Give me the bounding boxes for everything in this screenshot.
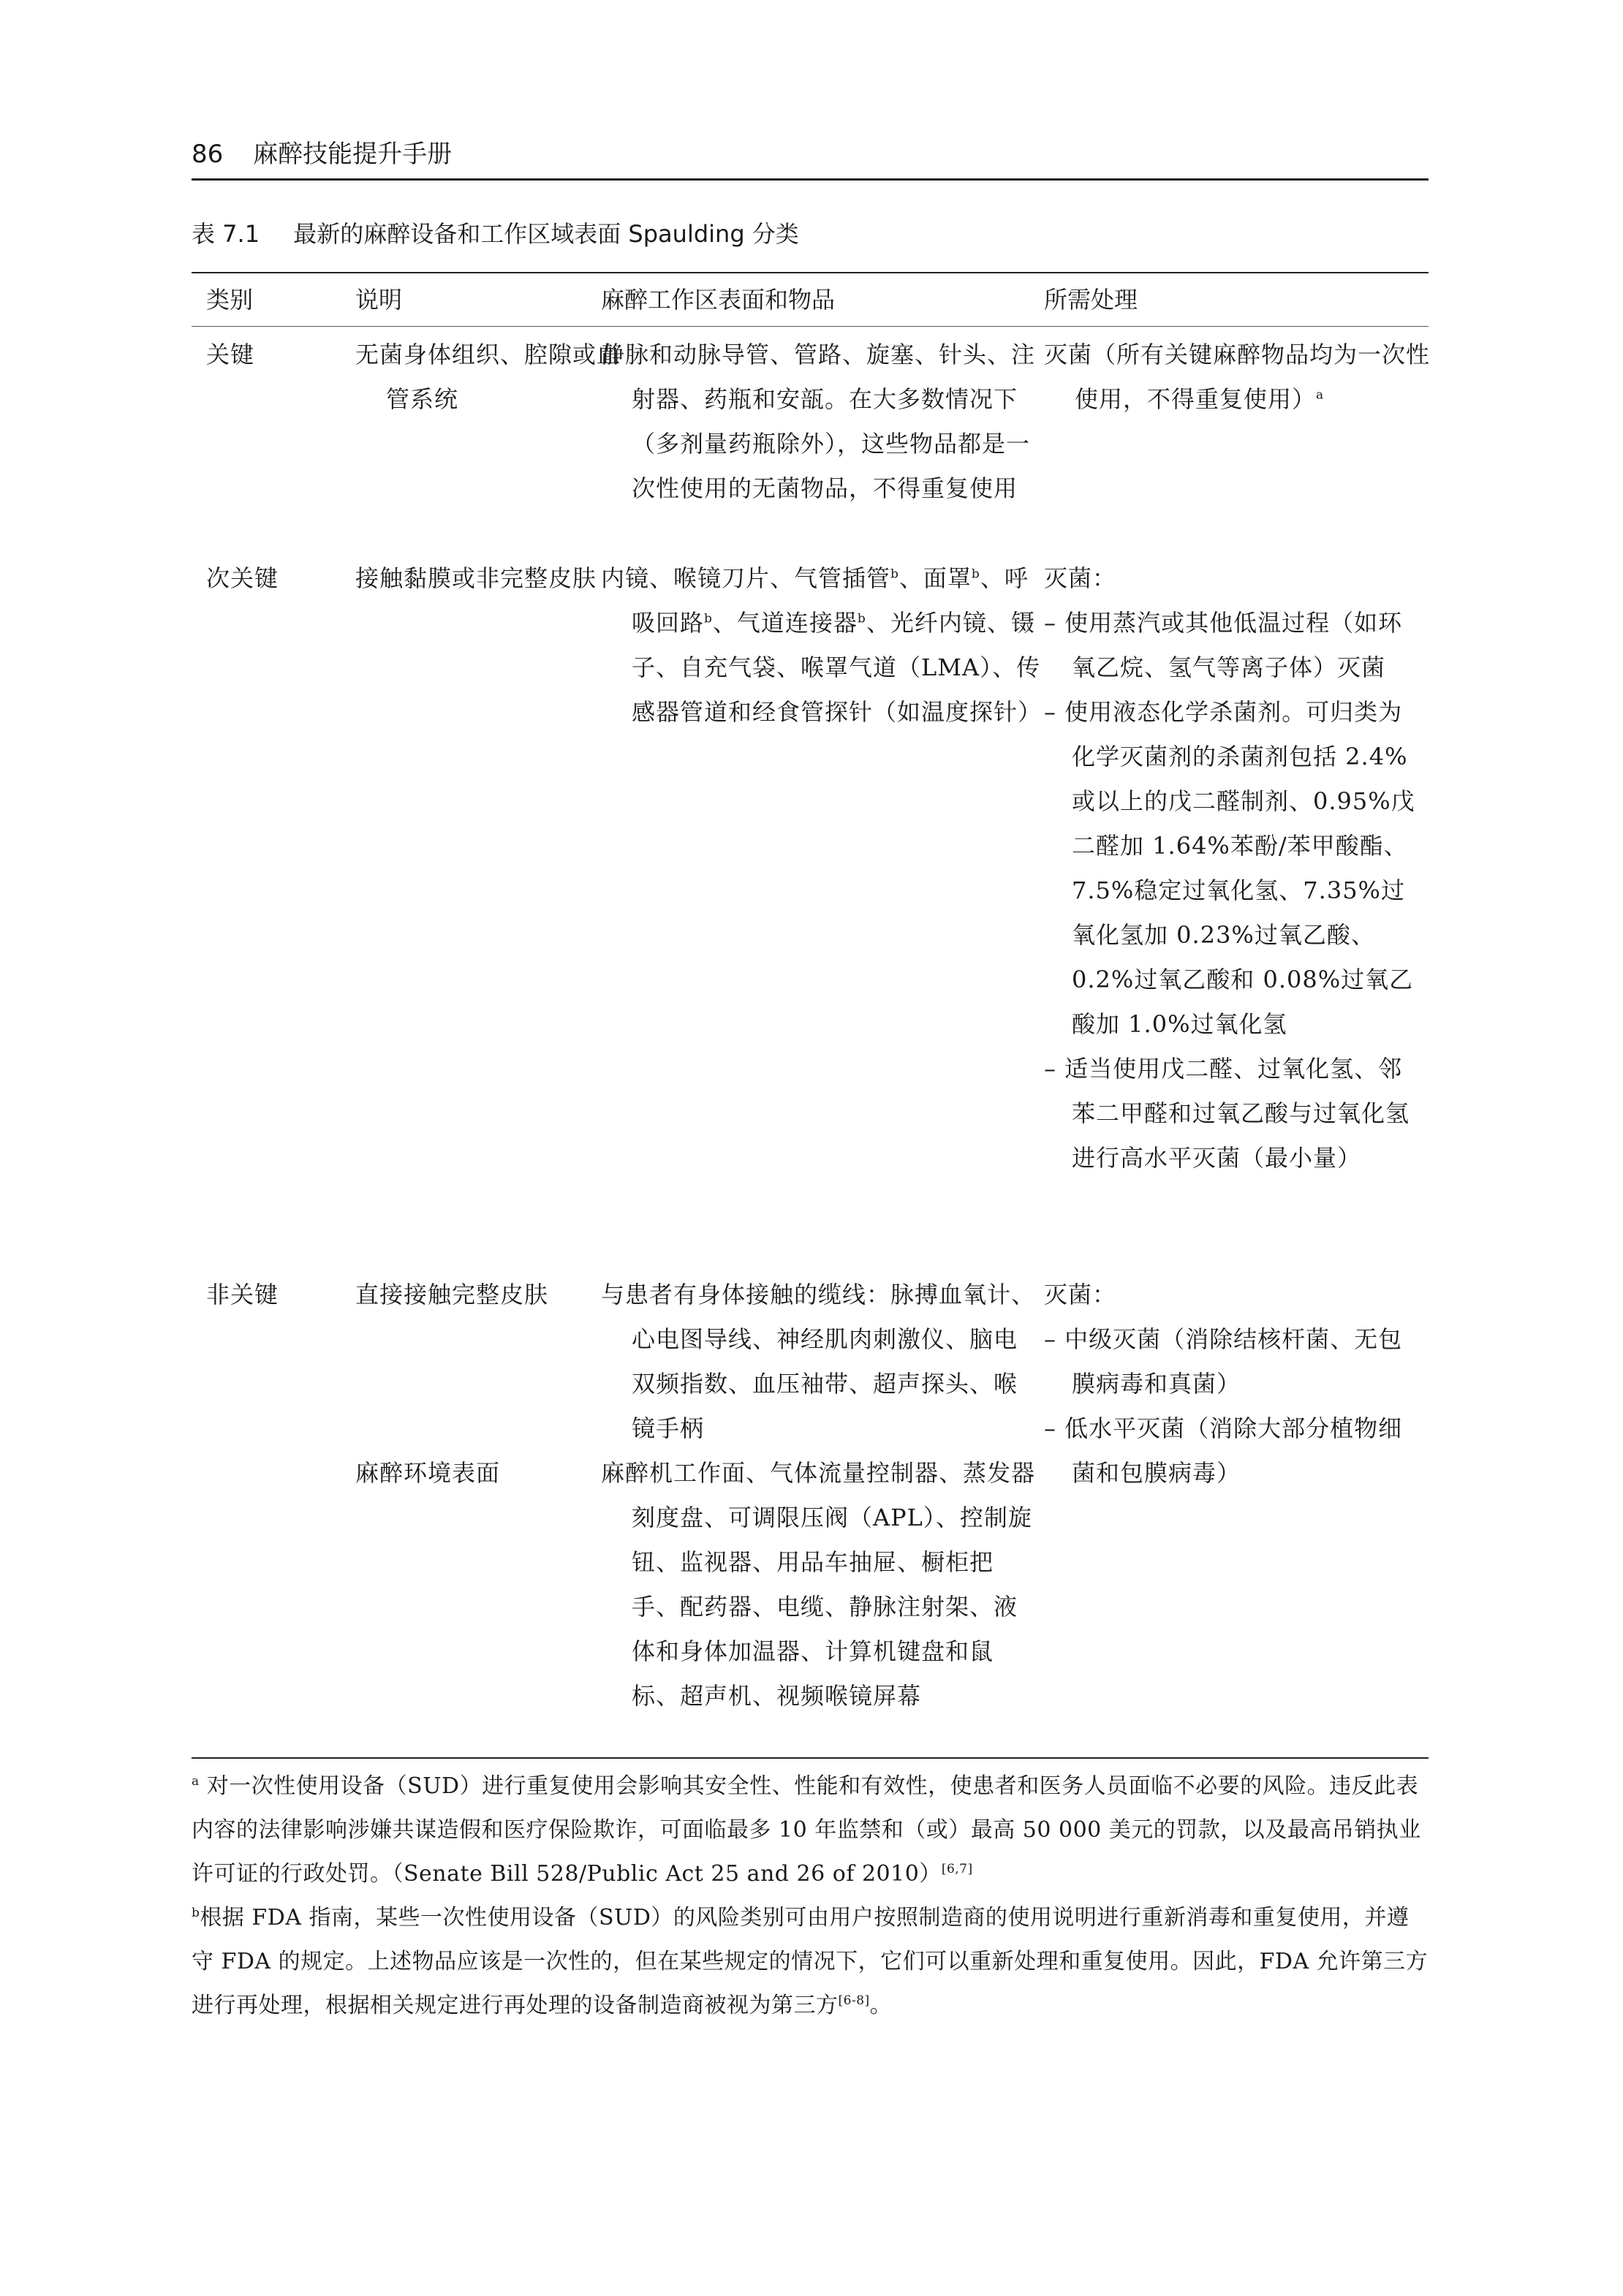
items-cell [601, 556, 1041, 735]
header-description: 说明 [355, 286, 403, 314]
description-cell: 直接接触完整皮肤 [355, 1281, 549, 1308]
processing-list-item: – 使用蒸汽或其他低温过程（如环氧乙烷、氢气等离子体）灭菌 [1044, 609, 1403, 681]
processing-heading: 灭菌： [1044, 564, 1117, 592]
category-cell: 非关键 [206, 1281, 279, 1308]
footnote-mark-a: a [1316, 387, 1325, 403]
processing-list-item: – 使用液态化学杀菌剂。可归类为化学灭菌剂的杀菌剂包括 2.4%或以上的戊二醛制剂、0.95%戊二醛加 1.64%苯酚/苯甲酸酯、7.5%稳定过氧化氢、7.35%过氧化氢加 0.23%过氧乙酸、0.2%过氧乙酸和 0.08%过氧乙酸加 1.0%过氧化氢 [1044, 698, 1415, 1038]
footnote-b-end: 。 [869, 1993, 893, 2018]
footnote-b-text: 根据 FDA 指南，某些一次性使用设备（SUD）的风险类别可由用户按照制造商的使用说明进行重新消毒和重复使用，并遵守 FDA 的规定。上述物品应该是一次性的，但在某些规定的情况下，它们可以重新处理和重复使用。因此，FDA 允许第三方进行再处理，根据相关规定进行再处理的设备制造商被视为第三方 [192, 1905, 1429, 2018]
footnote-mark-b: b [857, 611, 866, 626]
footnote-a [192, 1765, 1429, 1896]
processing-list-item: – 中级灭菌（消除结核杆菌、无包膜病毒和真菌） [1044, 1325, 1403, 1398]
items-text: 、气道连接器 [712, 609, 858, 637]
footnote-b-ref: [6-8] [838, 1993, 870, 2008]
processing-list-item: – 适当使用戊二醛、过氧化氢、邻苯二甲醛和过氧乙酸与过氧化氢进行高水平灭菌（最小量） [1044, 1055, 1410, 1172]
table-title: 最新的麻醉设备和工作区域表面 Spaulding 分类 [293, 220, 799, 248]
header-category: 类别 [206, 286, 254, 314]
table-row [192, 1451, 1429, 1758]
footnote-a-mark: a [192, 1774, 200, 1789]
table-row [192, 333, 1429, 556]
header-processing: 所需处理 [1044, 286, 1138, 314]
items-text: 、面罩 [898, 564, 972, 592]
spaulding-table [192, 272, 1429, 1758]
footnote-b [192, 1896, 1429, 2028]
page-number: 86 [192, 140, 224, 169]
table-row [192, 556, 1429, 1273]
items-cell: 静脉和动脉导管、管路、旋塞、针头、注射器、药瓶和安瓿。在大多数情况下（多剂量药瓶除外），这些物品都是一次性使用的无菌物品，不得重复使用 [601, 341, 1036, 502]
processing-heading: 灭菌： [1044, 1281, 1117, 1308]
table-caption [192, 218, 799, 250]
footnote-a-text: 对一次性使用设备（SUD）进行重复使用会影响其安全性、性能和有效性，使患者和医务人员面临不必要的风险。违反此表内容的法律影响涉嫌共谋造假和医疗保险欺诈，可面临最多 10 年监禁和（或）最高 50 000 美元的罚款，以及最高吊销执业许可证的行政处罚。（Senate Bill 528/Public Act 25 and 26 of 2010） [192, 1773, 1421, 1887]
description-cell: 接触黏膜或非完整皮肤 [355, 564, 597, 592]
running-header [192, 130, 1429, 181]
processing-cell [1044, 333, 1449, 422]
book-title: 麻醉技能提升手册 [253, 140, 453, 169]
processing-list-item: – 低水平灭菌（消除大部分植物细菌和包膜病毒） [1044, 1414, 1403, 1487]
footnote-mark-b: b [890, 567, 899, 582]
items-cell: 麻醉机工作面、气体流量控制器、蒸发器刻度盘、可调限压阀（APL）、控制旋钮、监视器、用品车抽屉、橱柜把手、配药器、电缆、静脉注射架、液体和身体加温器、计算机键盘和鼠标、超声机、视频喉镜屏幕 [601, 1459, 1036, 1710]
processing-cell [1044, 556, 1418, 1181]
footnote-b-mark: b [192, 1906, 200, 1920]
header-items: 麻醉工作区表面和物品 [601, 286, 836, 314]
footnote-mark-b: b [704, 611, 713, 626]
category-cell: 次关键 [206, 564, 279, 592]
table-header-row [192, 273, 1429, 327]
category-cell: 关键 [206, 341, 255, 368]
footnote-a-ref: [6,7] [941, 1862, 973, 1876]
footnote-mark-b: b [971, 567, 980, 582]
items-text: 、光纤内镜、镊子、自充气袋、喉罩气道（LMA）、传感器管道和经食管探针（如温度探针） [632, 609, 1043, 726]
table-number: 表 7.1 [192, 220, 260, 248]
items-text: 、呼吸回路 [632, 564, 1029, 637]
table-footnotes [192, 1757, 1429, 2028]
description-cell: 无菌身体组织、腔隙或血管系统 [355, 341, 621, 413]
processing-text: 灭菌（所有关键麻醉物品均为一次性使用，不得重复使用） [1044, 341, 1431, 413]
items-text: 内镜、喉镜刀片、气管插管 [601, 564, 891, 592]
description-cell: 麻醉环境表面 [355, 1459, 501, 1487]
items-cell: 与患者有身体接触的缆线：脉搏血氧计、心电图导线、神经肌肉刺激仪、脑电双频指数、血压袖带、超声探头、喉镜手柄 [601, 1281, 1036, 1442]
